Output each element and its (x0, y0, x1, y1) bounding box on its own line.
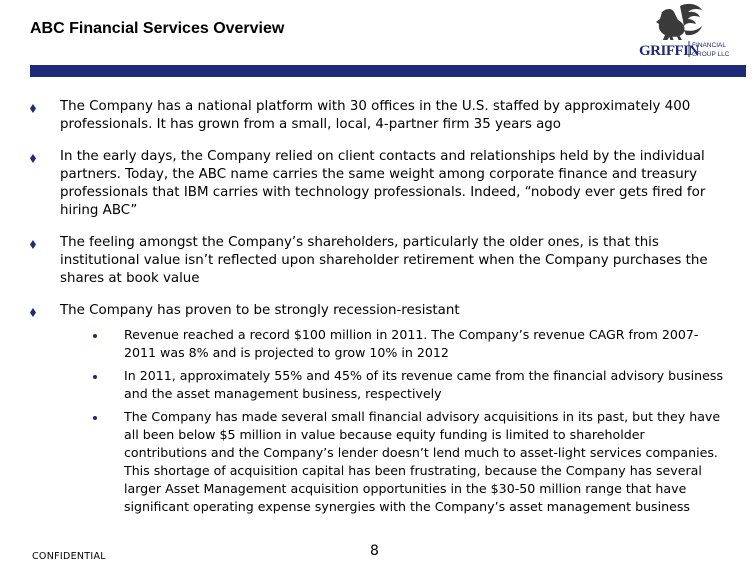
diamond-bullet-icon (30, 240, 36, 249)
bullet-item (30, 98, 730, 134)
sub-bullet-text: In 2011, approximately 55% and 45% of its revenue came from the financial advisory business and the asset management business, respectively (124, 368, 724, 401)
header-rule-bar (30, 65, 746, 77)
confidential-label: CONFIDENTIAL (32, 551, 106, 562)
page-number: 8 (370, 543, 379, 559)
page-title: ABC Financial Services Overview (30, 20, 285, 37)
diamond-bullet-icon (30, 154, 36, 163)
sub-bullet-item (92, 408, 730, 516)
dot-bullet-icon (93, 416, 97, 420)
bullet-text: The feeling amongst the Company’s shareholders, particularly the older ones, is that this institutional value isn’t reflected upon shareholder retirement when the Company purchases the shares at book value (60, 235, 708, 286)
logo-subtitle-top: FINANCIAL (692, 42, 726, 49)
bullet-text: In the early days, the Company relied on client contacts and relationships held by the individual partners. Today, the ABC name carries the same weight among corporate finance and treasury professionals that IBM carries with technology professionals. Indeed, “nobody ever gets fired for hiring ABC” (60, 149, 706, 218)
bullet-list (30, 98, 730, 530)
sub-bullet-text: The Company has made several small financial advisory acquisitions in its past, but they have all been below $5 million in value because equity funding is limited to shareholder contributions and the Company’s lender doesn’t lend much to asset-light services companies. This shortage of acquisition capital has been frustrating, because the Company has several larger Asset Management acquisition opportunities in the $30-50 million range that have significant operating expense synergies with the Company’s asset management business (124, 409, 721, 514)
diamond-bullet-icon (30, 104, 36, 113)
dot-bullet-icon (93, 375, 97, 379)
diamond-bullet-icon (30, 308, 36, 317)
bullet-text: The Company has a national platform with 30 offices in the U.S. staffed by approximately 400 professionals. It has grown from a small, local, 4-partner firm 35 years ago (60, 99, 691, 132)
bullet-item (30, 148, 730, 220)
griffin-emblem-icon (636, 2, 748, 64)
sub-bullet-item (92, 367, 730, 403)
sub-bullet-text: Revenue reached a record $100 million in 2011. The Company’s revenue CAGR from 2007-2011 was 8% and is projected to grow 10% in 2012 (124, 327, 699, 360)
company-logo (636, 2, 748, 64)
logo-wordmark: GRIFFIN (639, 43, 699, 59)
bullet-item (30, 234, 730, 288)
bullet-item (30, 302, 730, 516)
sub-bullet-list (92, 326, 730, 516)
sub-bullet-item (92, 326, 730, 362)
bullet-text: The Company has proven to be strongly recession-resistant (60, 303, 460, 318)
logo-subtitle-bottom: GROUP LLC (692, 51, 730, 58)
dot-bullet-icon (93, 334, 97, 338)
